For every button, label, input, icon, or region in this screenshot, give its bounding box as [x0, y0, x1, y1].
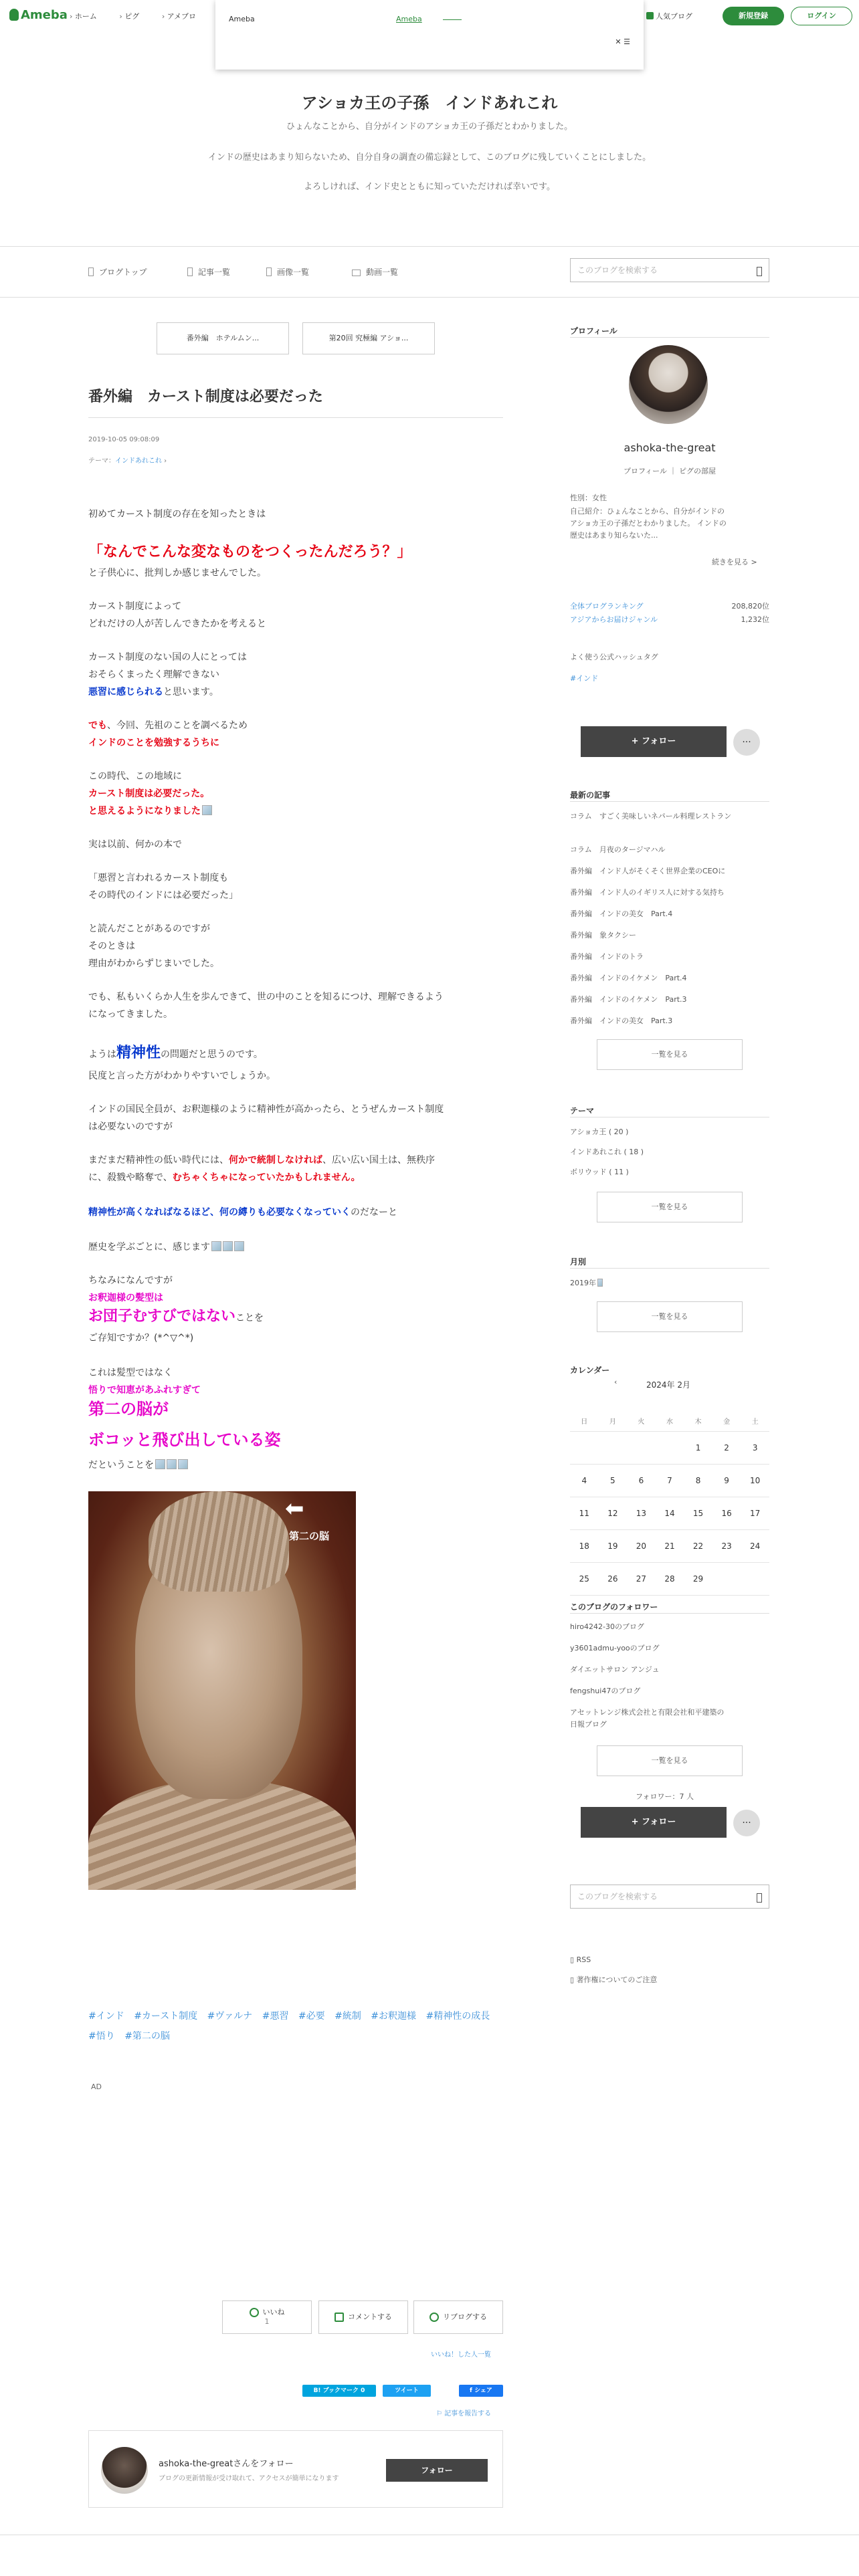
- calendar-day: 2: [712, 1432, 741, 1465]
- profile-links: プロフィール ｜ ピグの部屋: [624, 467, 716, 475]
- emoji-image: [234, 1241, 244, 1251]
- popup-underline: [443, 19, 462, 20]
- hatena-bookmark-button[interactable]: [302, 2385, 376, 2397]
- list-icon: [187, 267, 193, 276]
- report-label: 記事を報告する: [444, 2410, 492, 2418]
- follow-card: [88, 2430, 503, 2508]
- pig-room-link[interactable]: ピグの部屋: [678, 467, 716, 475]
- rank-genre[interactable]: [570, 614, 769, 625]
- emoji-image: [211, 1241, 221, 1251]
- calendar-day: 3: [741, 1432, 769, 1465]
- calendar-weekday: 火: [627, 1410, 656, 1432]
- divider: [0, 297, 859, 298]
- body-line: この時代、この地域に: [88, 771, 182, 782]
- rank-value: 1,232位: [741, 615, 769, 624]
- divider: [0, 246, 859, 247]
- body-line: [88, 1204, 397, 1221]
- follower-item[interactable]: 日報ブログ: [570, 1720, 607, 1729]
- sidebar-search-input[interactable]: [570, 1885, 769, 1909]
- calendar-day: 6: [627, 1465, 656, 1497]
- article-title[interactable]: 番外編 カースト制度は必要だった: [88, 389, 323, 405]
- body-line: [88, 1308, 264, 1327]
- calendar-day: 11: [570, 1497, 599, 1530]
- text: だということを: [88, 1460, 154, 1471]
- recent-item[interactable]: 番外編 象タクシー: [570, 931, 636, 940]
- arrow-left-icon: ⬅: [285, 1495, 304, 1522]
- see-all-themes-button[interactable]: 一覧を見る: [597, 1192, 743, 1222]
- follower-item[interactable]: ダイエットサロン アンジュ: [570, 1665, 660, 1674]
- calendar-day: 28: [656, 1563, 684, 1596]
- document-icon: ▯: [570, 1975, 577, 1984]
- text: 、広い広い国土は、無秩序: [322, 1155, 435, 1166]
- gnav-label: 記事一覧: [198, 267, 231, 277]
- body-line: [88, 1457, 188, 1474]
- body-line: これは髪型ではなく: [88, 1368, 173, 1378]
- emoji-image: [223, 1241, 233, 1251]
- liked-users-link[interactable]: いいね！した人一覧: [431, 2351, 491, 2359]
- prev-label: 番外編 ホテルムン...: [186, 334, 260, 342]
- nav-ameblo[interactable]: › アメブロ: [162, 12, 196, 21]
- body-line: [88, 717, 248, 734]
- calendar-day: 25: [570, 1563, 599, 1596]
- profile-intro: アショカ王の子孫だとわかりました。 インドの: [570, 519, 727, 528]
- search-placeholder: このブログを検索する: [577, 1892, 658, 1901]
- calendar-day: 4: [570, 1465, 599, 1497]
- body-line: 理由がわからずじまいでした。: [88, 958, 219, 969]
- reblog-icon: [430, 2313, 439, 2322]
- title-underline: [88, 417, 503, 418]
- emphasis-blue: 精神性が高くなればなるほど、何の縛りも必要なくなっていく: [88, 1207, 351, 1218]
- follow-card-name: ashoka-the-greatさんをフォロー: [159, 2459, 294, 2469]
- text: ようは: [88, 1049, 116, 1060]
- body-line: は必要ないのですが: [88, 1121, 173, 1132]
- star-icon: [646, 12, 654, 19]
- buddha-statue-image[interactable]: [88, 1491, 356, 1890]
- rank-value: 208,820位: [731, 602, 769, 611]
- body-line: と子供心に、批判しか感じませんでした。: [88, 568, 266, 578]
- body-line: その時代のインドには必要だった」: [88, 890, 238, 901]
- body-line: [88, 802, 212, 820]
- reblog-label: リブログする: [443, 2313, 487, 2321]
- calendar-day: 1: [684, 1432, 712, 1465]
- search-icon[interactable]: [757, 1893, 762, 1903]
- calendar-day: 13: [627, 1497, 656, 1530]
- emphasis-magenta-large: ボコッと飛び出している姿: [88, 1430, 281, 1449]
- body-line: おそらくまったく理解できない: [88, 669, 219, 680]
- search-icon[interactable]: [757, 267, 762, 276]
- hashtag[interactable]: #悟り: [88, 2031, 115, 2042]
- expand-icon: [597, 1279, 603, 1287]
- recent-heading: 最新の記事: [570, 790, 611, 800]
- calendar-day: 7: [656, 1465, 684, 1497]
- body-line: カースト制度は必要だった。: [88, 788, 210, 799]
- read-more-link[interactable]: 続きを見る >: [712, 558, 757, 566]
- text: と思います。: [163, 687, 219, 697]
- see-all-followers-button[interactable]: 一覧を見る: [597, 1745, 743, 1776]
- calendar-heading: カレンダー: [570, 1366, 610, 1375]
- facebook-icon: f: [470, 2387, 475, 2394]
- hashtag[interactable]: #ヴァルナ: [207, 2011, 253, 2022]
- recent-item[interactable]: コラム すごく美味しいネパール料理レストラン: [570, 812, 732, 821]
- divider: [570, 337, 769, 338]
- body-line: になってきました。: [88, 1009, 173, 1020]
- emoji-image: [167, 1459, 177, 1469]
- calendar-day: 26: [599, 1563, 628, 1596]
- emphasis-red: 何かで統制しなければ: [229, 1155, 322, 1166]
- statue-hair: [149, 1491, 289, 1592]
- emphasis-heading: 「なんでこんな変なものをつくったんだろう？」: [88, 544, 412, 560]
- follow-card-desc: ブログの更新情報が受け取れて、アクセスが簡単になります: [159, 2475, 339, 2482]
- more-options-button[interactable]: ···: [733, 729, 760, 756]
- calendar-day: 21: [656, 1530, 684, 1563]
- image-caption: 第二の脳: [289, 1530, 330, 1542]
- body-line: 民度と言った方がわかりやすいでしょうか。: [88, 1071, 276, 1081]
- hashtag[interactable]: #必要: [298, 2011, 325, 2022]
- calendar-day: 15: [684, 1497, 712, 1530]
- sidebar-follow-button-2[interactable]: + フォロー: [581, 1807, 727, 1838]
- chevron-right-icon: ›: [162, 457, 167, 465]
- calendar-weekday: 水: [656, 1410, 684, 1432]
- calendar-day: 5: [599, 1465, 628, 1497]
- divider: [570, 801, 769, 802]
- gnav-images[interactable]: [266, 266, 309, 278]
- calendar-weekday: 土: [741, 1410, 769, 1432]
- calendar-day: 12: [599, 1497, 628, 1530]
- theme-item[interactable]: インドあれこれ ( 18 ): [570, 1148, 644, 1156]
- article-theme: [88, 455, 167, 465]
- emoji-image: [178, 1459, 188, 1469]
- profile-link[interactable]: プロフィール: [624, 467, 667, 475]
- text: 歴史を学ぶごとに、感じます: [88, 1242, 210, 1253]
- calendar-day: [741, 1563, 769, 1596]
- month-item[interactable]: [570, 1277, 603, 1288]
- hashtag-list: [88, 2006, 503, 2046]
- recent-item[interactable]: コラム 月夜のタージマハル: [570, 845, 666, 854]
- gnav-blog-top[interactable]: [88, 266, 147, 278]
- hashtag-heading: よく使う公式ハッシュタグ: [570, 653, 658, 661]
- hashtag[interactable]: #精神性の成長: [425, 2011, 490, 2022]
- theme-heading: テーマ: [570, 1106, 595, 1115]
- emphasis-blue-large: 精神性: [116, 1045, 161, 1061]
- theme-item[interactable]: ボリウッド ( 11 ): [570, 1168, 629, 1176]
- home-icon: [88, 267, 94, 276]
- calendar: [570, 1410, 769, 1596]
- popular-blogs-link[interactable]: [646, 11, 692, 21]
- comment-button[interactable]: [318, 2300, 408, 2334]
- search-input[interactable]: [570, 258, 769, 282]
- follower-item[interactable]: hiro4242-30のブログ: [570, 1622, 644, 1631]
- body-line: [88, 683, 219, 701]
- facebook-share-button[interactable]: [459, 2385, 503, 2397]
- hashtag[interactable]: #統制: [335, 2011, 361, 2022]
- calendar-weekday: 日: [570, 1410, 599, 1432]
- hashtag[interactable]: #お釈迦様: [371, 2011, 417, 2022]
- followers-heading: このブログのフォロワー: [570, 1602, 658, 1612]
- blog-desc-1: ひょんなことから、自分がインドのアショカ王の子孫だとわかりました。: [286, 122, 573, 132]
- calendar-day: [599, 1432, 628, 1465]
- calendar-day: 10: [741, 1465, 769, 1497]
- rss-icon: ▯: [570, 1955, 577, 1964]
- see-all-months-button[interactable]: 一覧を見る: [597, 1301, 743, 1332]
- copyright-label: 著作権についてのご注意: [576, 1975, 658, 1984]
- text: の問題だと思うのです。: [161, 1049, 263, 1060]
- body-line: カースト制度によって: [88, 601, 182, 612]
- body-line: ご存知ですか？(*^▽^*): [88, 1333, 194, 1344]
- recent-item[interactable]: 番外編 インド人がそくそく世界企業のCEOに: [570, 867, 726, 875]
- calendar-weekday: 月: [599, 1410, 628, 1432]
- search-placeholder: このブログを検索する: [577, 265, 658, 275]
- sidebar-hashtag[interactable]: #インド: [570, 674, 599, 683]
- emphasis-red: でも: [88, 720, 107, 731]
- reblog-button[interactable]: [413, 2300, 503, 2334]
- theme-link[interactable]: インドあれこれ: [115, 457, 162, 465]
- comment-icon: [335, 2313, 344, 2322]
- blog-title[interactable]: アショカ王の子孫 インドあれこれ: [301, 94, 558, 112]
- video-icon: [352, 270, 361, 276]
- emphasis-red: むちゃくちゃになっていたかもしれません。: [172, 1172, 361, 1183]
- theme-label: テーマ：: [88, 457, 115, 465]
- fb-label: シェア: [474, 2387, 492, 2394]
- calendar-day: [570, 1432, 599, 1465]
- recent-item[interactable]: 番外編 インドの美女 Part.4: [570, 909, 673, 918]
- gnav-label: 画像一覧: [277, 267, 310, 277]
- body-line: ちなみになんですが: [88, 1275, 173, 1286]
- next-label: 第20回 究極編 アショ...: [328, 334, 409, 342]
- calendar-day: 17: [741, 1497, 769, 1530]
- follow-button[interactable]: フォロー: [386, 2459, 488, 2482]
- hashtag[interactable]: #悪習: [262, 2011, 289, 2022]
- gnav-articles[interactable]: [187, 266, 230, 278]
- calendar-prev-icon[interactable]: ‹: [614, 1378, 617, 1386]
- profile-intro: 歴史はあまり知らないた...: [570, 531, 658, 540]
- flag-icon: ⚐: [436, 2410, 445, 2418]
- calendar-day: 16: [712, 1497, 741, 1530]
- body-line: カースト制度のない国の人にとっては: [88, 652, 248, 663]
- body-line: どれだけの人が苦しんできたかを考えると: [88, 619, 266, 629]
- profile-heading: プロフィール: [570, 326, 617, 336]
- blog-desc-3: よろしければ、インド史とともに知っていただければ幸いです。: [304, 182, 555, 192]
- calendar-day: [627, 1432, 656, 1465]
- login-button[interactable]: ログイン: [791, 7, 852, 25]
- popup-title: Ameba: [229, 15, 255, 23]
- body-line: でも、私もいくらか人生を歩んできて、世の中のことを知るにつけ、理解できるよう: [88, 992, 444, 1002]
- prev-article-link[interactable]: [157, 322, 289, 354]
- divider: [570, 1613, 769, 1614]
- frog-icon: [9, 9, 19, 21]
- rss-label: RSS: [576, 1955, 591, 1964]
- like-button[interactable]: [222, 2300, 312, 2334]
- calendar-day: 29: [684, 1563, 712, 1596]
- text: まだまだ精神性の低い時代には、: [88, 1155, 229, 1166]
- theme-item[interactable]: アショカ王 ( 20 ): [570, 1128, 629, 1136]
- followers-count: フォロワー：7 人: [636, 1792, 694, 1801]
- register-button[interactable]: 新規登録: [723, 7, 784, 25]
- tweet-button[interactable]: [383, 2385, 431, 2397]
- calendar-day: 23: [712, 1530, 741, 1563]
- ameba-logo[interactable]: [9, 8, 68, 22]
- calendar-day: 14: [656, 1497, 684, 1530]
- hatena-count: 0: [361, 2387, 365, 2394]
- calendar-day: 9: [712, 1465, 741, 1497]
- emphasis-blue: 悪習に感じられる: [88, 687, 163, 697]
- rank-overall[interactable]: [570, 601, 769, 611]
- body-line: お釈迦様の髪型は: [88, 1293, 163, 1303]
- calendar-day: 20: [627, 1530, 656, 1563]
- gnav-videos[interactable]: [352, 266, 398, 278]
- calendar-day: [656, 1432, 684, 1465]
- rank-label: アジアからお届けジャンル: [570, 615, 658, 624]
- calendar-weekday: 木: [684, 1410, 712, 1432]
- gnav-label: 動画一覧: [366, 267, 399, 277]
- body-line: 初めてカースト制度の存在を知ったときは: [88, 509, 266, 520]
- popup-close-menu[interactable]: ✕ ☰: [615, 37, 630, 46]
- follower-item[interactable]: fengshui47のブログ: [570, 1687, 641, 1695]
- rss-link[interactable]: [570, 1955, 591, 1964]
- body-line: 実は以前、何かの本で: [88, 839, 182, 850]
- text: のだなーと: [351, 1207, 397, 1218]
- rank-label: 全体ブログランキング: [570, 602, 644, 611]
- recent-item[interactable]: 番外編 インドのイケメン Part.4: [570, 974, 687, 982]
- body-line: そのときは: [88, 941, 135, 952]
- profile-sex: 性別：女性: [570, 494, 607, 502]
- emoji-image: [155, 1459, 165, 1469]
- sidebar-follow-button[interactable]: + フォロー: [581, 726, 727, 757]
- hatena-label: B! ブックマーク: [313, 2387, 359, 2394]
- copyright-link[interactable]: [570, 1974, 657, 1985]
- like-label: いいね: [262, 2308, 285, 2317]
- hashtag[interactable]: #インド: [88, 2011, 124, 2022]
- calendar-day: 18: [570, 1530, 599, 1563]
- blog-desc-2: インドの歴史はあまり知らないため、自分自身の調査の備忘録として、このブログに残していくことにしました。: [207, 152, 652, 163]
- ad-label: AD: [91, 2082, 102, 2091]
- body-line: [88, 1169, 361, 1186]
- body-line: [88, 1045, 263, 1063]
- calendar-day: 19: [599, 1530, 628, 1563]
- body-line: [88, 1152, 435, 1169]
- emphasis-red: と思えるようになりました: [88, 806, 201, 817]
- more-options-button-2[interactable]: ···: [733, 1810, 760, 1836]
- popular-label: 人気ブログ: [656, 12, 692, 21]
- report-article-link[interactable]: [436, 2407, 491, 2418]
- next-article-link[interactable]: [302, 322, 435, 354]
- body-line: と読んだことがあるのですが: [88, 924, 210, 934]
- top-nav: [70, 11, 216, 21]
- profile-avatar[interactable]: [629, 345, 708, 424]
- month-heading: 月別: [570, 1257, 587, 1267]
- recent-item[interactable]: 番外編 インド人のイギリス人に対する気持ち: [570, 888, 725, 897]
- recent-item[interactable]: 番外編 インドのトラ: [570, 952, 644, 961]
- body-line: [88, 1239, 244, 1256]
- profile-intro: 自己紹介：ひょんなことから、自分がインドの: [570, 507, 725, 516]
- text: に、殺戮や略奪で、: [88, 1172, 173, 1183]
- like-count: 1: [264, 2317, 270, 2326]
- hashtag[interactable]: #第二の脳: [124, 2031, 170, 2042]
- text: 、今回、先祖のことを調べるため: [107, 720, 248, 731]
- hashtag[interactable]: #カースト制度: [134, 2011, 198, 2022]
- logo-text: Ameba: [21, 8, 68, 22]
- calendar-day: 27: [627, 1563, 656, 1596]
- recent-item[interactable]: 番外編 インドのイケメン Part.3: [570, 995, 687, 1004]
- emoji-image: [202, 805, 212, 815]
- emphasis-magenta-large: 第二の脳が: [88, 1400, 169, 1418]
- calendar-day: 24: [741, 1530, 769, 1563]
- follower-item[interactable]: y3601admu-yooのブログ: [570, 1644, 660, 1652]
- comment-label: コメントする: [348, 2313, 392, 2321]
- image-icon: [266, 267, 272, 276]
- gnav-label: ブログトップ: [99, 267, 147, 277]
- body-line: インドの国民全員が、お釈迦様のように精神性が高かったら、とうぜんカースト制度: [88, 1104, 444, 1115]
- avatar[interactable]: [101, 2447, 148, 2494]
- see-all-articles-button[interactable]: 一覧を見る: [597, 1039, 743, 1070]
- ameba-popup: [215, 0, 644, 70]
- body-line: インドのことを勉強するうちに: [88, 738, 219, 748]
- calendar-month: 2024年 2月: [646, 1380, 690, 1390]
- nav-home[interactable]: › ホーム: [70, 12, 97, 21]
- popup-link[interactable]: Ameba: [396, 15, 422, 23]
- body-line: 「悪習と言われるカースト制度も: [88, 873, 229, 883]
- divider: [570, 1268, 769, 1269]
- article-date: 2019-10-05 09:08:09: [88, 436, 160, 443]
- text: ことを: [235, 1313, 264, 1323]
- nav-pigg[interactable]: › ピグ: [119, 12, 139, 21]
- smile-icon: [250, 2308, 259, 2317]
- profile-name[interactable]: ashoka-the-great: [624, 441, 716, 454]
- recent-item[interactable]: 番外編 インドの美女 Part.3: [570, 1016, 673, 1025]
- calendar-day: [712, 1563, 741, 1596]
- follower-item[interactable]: アセットレンジ株式会社と有限会社和平建築の: [570, 1708, 725, 1717]
- calendar-weekday: 金: [712, 1410, 741, 1432]
- tweet-label: ツイート: [395, 2387, 419, 2394]
- month-label: 2019年: [570, 1279, 596, 1287]
- body-line: 悟りで知恵があふれすぎて: [88, 1385, 201, 1396]
- calendar-day: 22: [684, 1530, 712, 1563]
- calendar-day: 8: [684, 1465, 712, 1497]
- emphasis-magenta-large: お団子むすびではない: [88, 1308, 236, 1325]
